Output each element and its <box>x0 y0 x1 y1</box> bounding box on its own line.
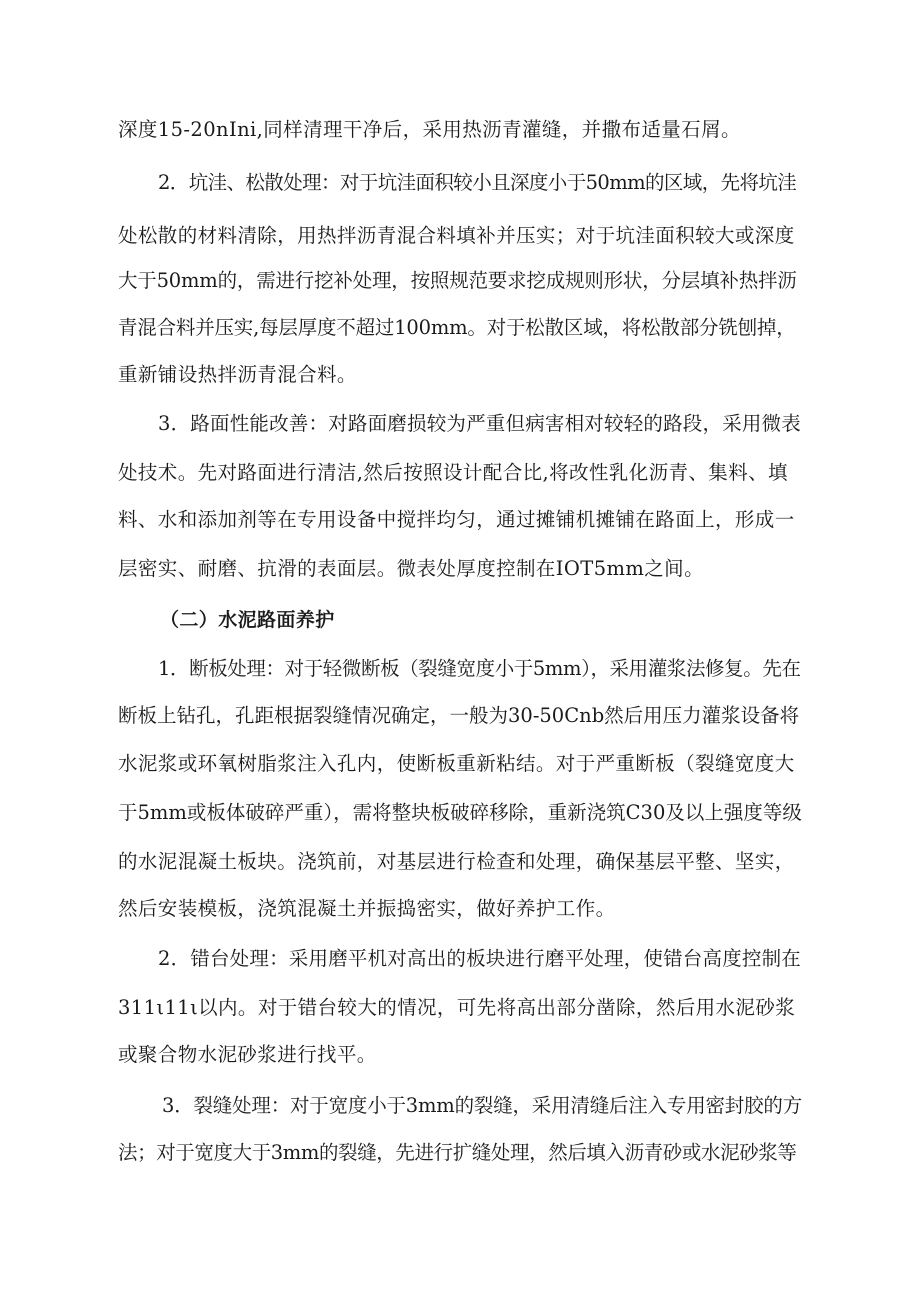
text-line: 311ι11ι以内。对于错台较大的情况，可先将高出部分凿除，然后用水泥砂浆 <box>118 996 796 1019</box>
text-line: 1．断板处理：对于轻微断板（裂缝宽度小于5mm），采用灌浆法修复。先在 <box>158 657 801 680</box>
text-line: 断板上钻孔，孔距根据裂缝情况确定，一般为30-50Cnb然后用压力灌浆设备将 <box>118 704 800 727</box>
section-heading: （二）水泥路面养护 <box>160 609 335 631</box>
text-line: 于5mm或板体破碎严重），需将整块板破碎移除，重新浇筑C30及以上强度等级 <box>118 801 802 824</box>
text-line: 2．坑洼、松散处理：对于坑洼面积较小且深度小于50mm的区域，先将坑洼 <box>158 171 797 194</box>
text-line: 青混合料并压实,每层厚度不超过100mm。对于松散区域，将松散部分铣刨掉， <box>118 316 796 339</box>
text-line: 3．路面性能改善：对路面磨损较为严重但病害相对较轻的路段，采用微表 <box>158 412 802 435</box>
text-line: 处松散的材料清除，用热拌沥青混合料填补并压实；对于坑洼面积较大或深度 <box>118 224 795 247</box>
text-line: 然后安装模板，浇筑混凝土并振捣密实，做好养护工作。 <box>118 897 616 920</box>
text-line: 法；对于宽度大于3mm的裂缝，先进行扩缝处理，然后填入沥青砂或水泥砂浆等 <box>118 1141 797 1164</box>
text-line: 处技术。先对路面进行清洁,然后按照设计配合比,将改性乳化沥青、集料、填 <box>118 461 788 484</box>
text-line: 重新铺设热拌沥青混合料。 <box>118 363 357 386</box>
text-line: 或聚合物水泥砂浆进行找平。 <box>118 1043 377 1066</box>
text-line: 的水泥混凝土板块。浇筑前，对基层进行检查和处理，确保基层平整、坚实， <box>118 850 795 873</box>
text-line: 料、水和添加剂等在专用设备中搅拌均匀，通过摊铺机摊铺在路面上，形成一 <box>118 508 795 531</box>
text-line: 水泥浆或环氧树脂浆注入孔内，使断板重新粘结。对于严重断板（裂缝宽度大 <box>118 752 795 775</box>
text-line: 大于50mm的，需进行挖补处理，按照规范要求挖成规则形状，分层填补热拌沥 <box>118 269 797 292</box>
text-line: 层密实、耐磨、抗滑的表面层。微表处厚度控制在IOT5mm之间。 <box>118 557 704 580</box>
text-line: 2．错台处理：采用磨平机对高出的板块进行磨平处理，使错台高度控制在 <box>158 947 802 970</box>
text-line: 深度15-20nIni,同样清理干净后，采用热沥青灌缝，并撒布适量石屑。 <box>118 118 741 141</box>
text-line: 3．裂缝处理：对于宽度小于3mm的裂缝，采用清缝后注入专用密封胶的方 <box>162 1094 802 1117</box>
